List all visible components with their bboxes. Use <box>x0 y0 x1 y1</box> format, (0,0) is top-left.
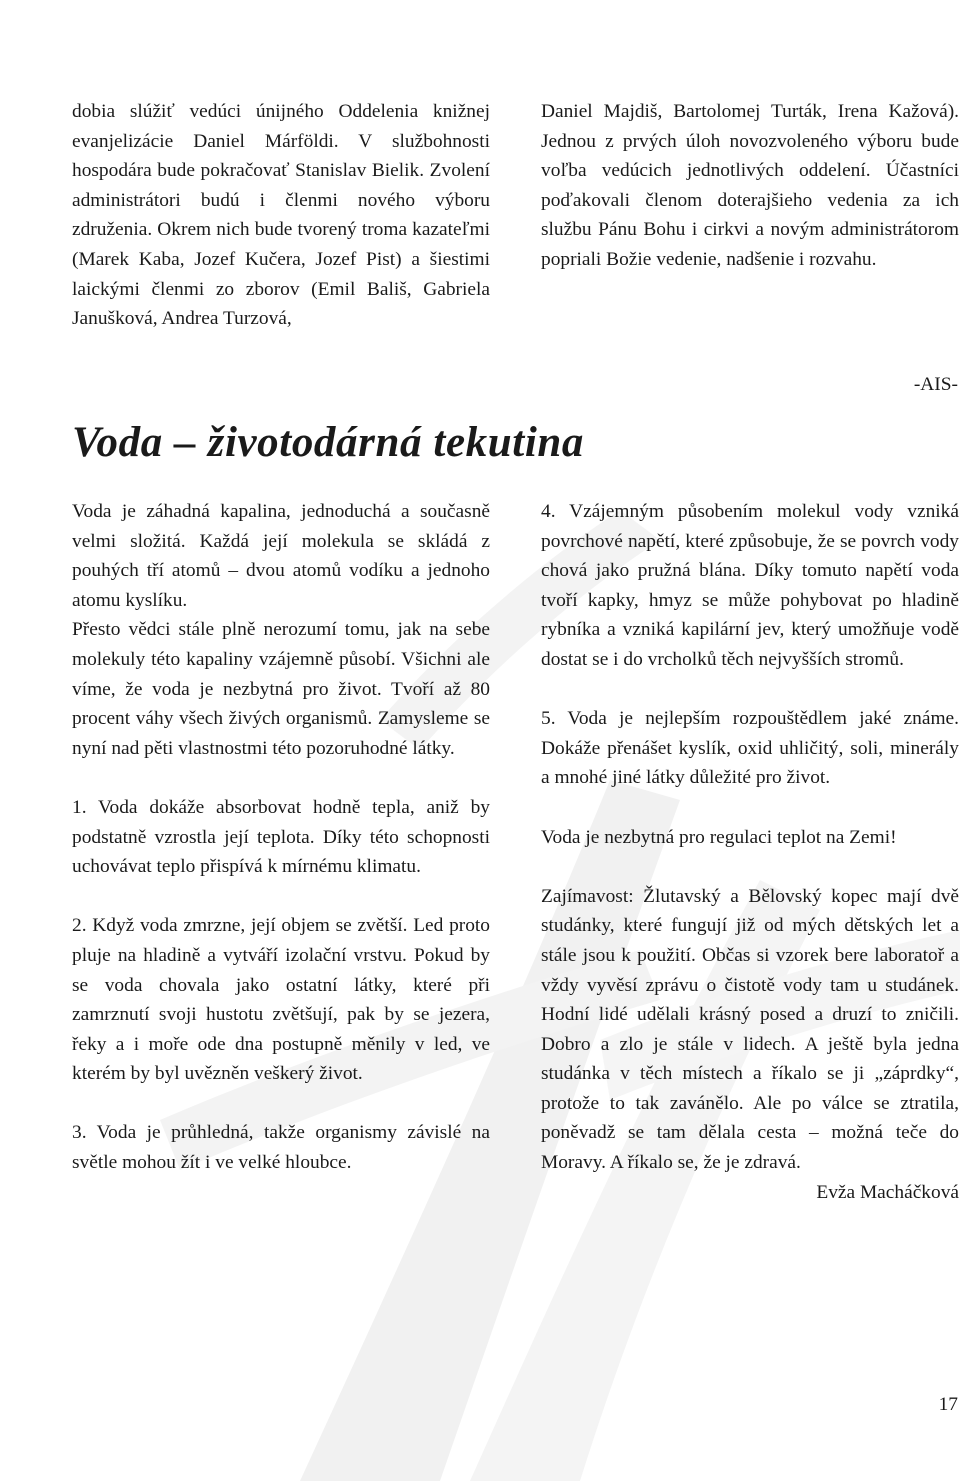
article-paragraph: Zajímavost: Žlutavský a Bělovský kopec mají dvě studánky, které fungují již od mých dětských let a stále jsou k použití. Občas si vzorek bere laboratoř a vždy vyvěsí zprávu o čistotě vody tam u studánek. Hodní lidé udělali krásný posed a druzí to zničili. Dobro a zlo je stále v lidech. A ještě byla jedna studánka v těch místech a říkalo se ji „záprdky“, protože to tak zavánělo. Ale po válce se ztratila, poněvadž se tam dělala cesta – možná teče do Moravy. A říkalo se, že je zdravá. <box>541 885 959 1174</box>
intro-left-column <box>72 97 490 334</box>
intro-right-text: Daniel Majdiš, Bartolomej Turták, Irena Kažová). Jednou z prvých úloh novozvoleného výboru bude voľba vedúcich jednotlivých oddelení. Účastníci poďakovali členom doterajšieho vedenia za ich službu Pánu Bohu i cirkvi a novým administrátorom popriali Božie vedenie, nadšenie i rozvahu. <box>541 101 959 270</box>
article-paragraph: 3. Voda je průhledná, takže organismy závislé na světle mohou žít i ve velké hloubce. <box>72 1122 490 1174</box>
article-right-column <box>541 497 959 1207</box>
article-paragraph: Voda je nezbytná pro regulaci teplot na Zemi! <box>541 826 897 848</box>
article-paragraph: 4. Vzájemným působením molekul vody vzniká povrchové napětí, které způsobuje, že se povrch vody chová jako pružná blána. Díky tomuto napětí voda tvoří kapky, hmyz se může pohybovat po hladině rybníka a vzniká kapilární jev, který umožňuje vodě dostat se i do vrcholků těch nejvyšších stromů. <box>541 501 959 670</box>
article-paragraph: 2. Když voda zmrzne, její objem se zvětší. Led proto pluje na hladině a vytváří izolační vrstvu. Pokud by se voda chovala jako ostatní látky, které při zamrznutí svoji hustotu zvětšují, pak by se jezera, řeky a i moře ode dna postupně měnily v led, ve kterém by byl uvězněn veškerý život. <box>72 915 490 1085</box>
article-paragraph: Voda je záhadná kapalina, jednoduchá a současně velmi složitá. Každá její molekula se skládá z pouhých tří atomů – dvou atomů vodíku a jednoho atomu kyslíku. <box>72 501 490 611</box>
article-paragraph: Přesto vědci stále plně nerozumí tomu, jak na sebe molekuly této kapaliny vzájemně působí. Všichni ale víme, že voda je nezbytná pro život. Tvoří až 80 procent váhy všech živých organismů. Zamysleme se nyní nad pěti vlastnostmi této pozoruhodné látky. <box>72 619 490 759</box>
article-author: Evža Macháčková <box>816 1181 959 1203</box>
page-number: 17 <box>938 1394 958 1415</box>
article-left-column <box>72 497 490 1178</box>
article-title: Voda – životodárná tekutina <box>72 419 584 466</box>
article-paragraph: 5. Voda je nejlepším rozpouštědlem jaké známe. Dokáže přenášet kyslík, oxid uhličitý, soli, minerály a mnohé jiné látky důležité pro život. <box>541 708 959 789</box>
intro-right-column <box>541 97 959 275</box>
article-paragraph: 1. Voda dokáže absorbovat hodně tepla, aniž by podstatně vzrostla její teplota. Díky této schopnosti uchovávat teplo přispívá k mírnému klimatu. <box>72 796 490 878</box>
intro-left-text: dobia slúžiť vedúci únijného Oddelenia knižnej evanjelizácie Daniel Márföldi. V službohnosti hospodára bude pokračovať Stanislav Bielik. Zvolení administrátori budú i členmi nového výboru združenia. Okrem nich bude tvorený troma kazateľmi (Marek Kaba, Jozef Kučera, Jozef Pist) a šiestimi laickými členmi zo zborov (Emil Bališ, Gabriela Janušková, Andrea Turzová, <box>72 101 490 330</box>
intro-signature: -AIS- <box>913 374 958 395</box>
